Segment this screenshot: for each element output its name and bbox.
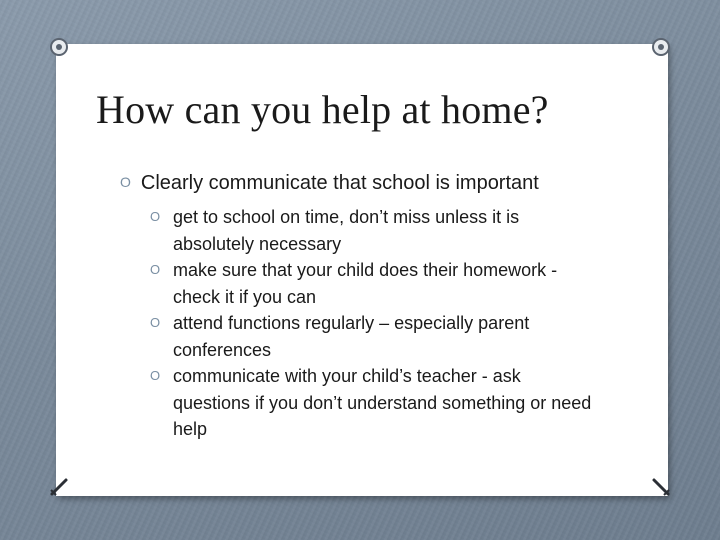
sub-bullet-item: [150, 204, 600, 257]
sub-bullet-item: [150, 257, 600, 310]
bullet-o-icon: O: [120, 174, 131, 190]
pushpin-icon: [48, 36, 70, 58]
sub-bullet-list: [150, 204, 600, 443]
slide-title: How can you help at home?: [96, 87, 549, 132]
sub-bullet-text: communicate with your child’s teacher - ask questions if you don’t understand something or need help: [173, 366, 592, 439]
bullet-o-icon: O: [150, 209, 161, 224]
sub-bullet-item: [150, 310, 600, 363]
pushpin-icon: [48, 476, 70, 498]
pushpin-icon: [650, 36, 672, 58]
sub-bullet-item: [150, 363, 600, 443]
main-bullet: [120, 172, 539, 195]
sub-bullet-text: make sure that your child does their homework - check it if you can: [173, 260, 558, 307]
main-bullet-text: Clearly communicate that school is important: [140, 172, 539, 194]
bullet-o-icon: O: [150, 368, 161, 383]
bullet-o-icon: O: [150, 315, 161, 330]
bullet-o-icon: O: [150, 262, 161, 277]
sub-bullet-text: get to school on time, don’t miss unless it is absolutely necessary: [173, 207, 520, 254]
sub-bullet-text: attend functions regularly – especially parent conferences: [173, 313, 530, 360]
pushpin-icon: [650, 476, 672, 498]
